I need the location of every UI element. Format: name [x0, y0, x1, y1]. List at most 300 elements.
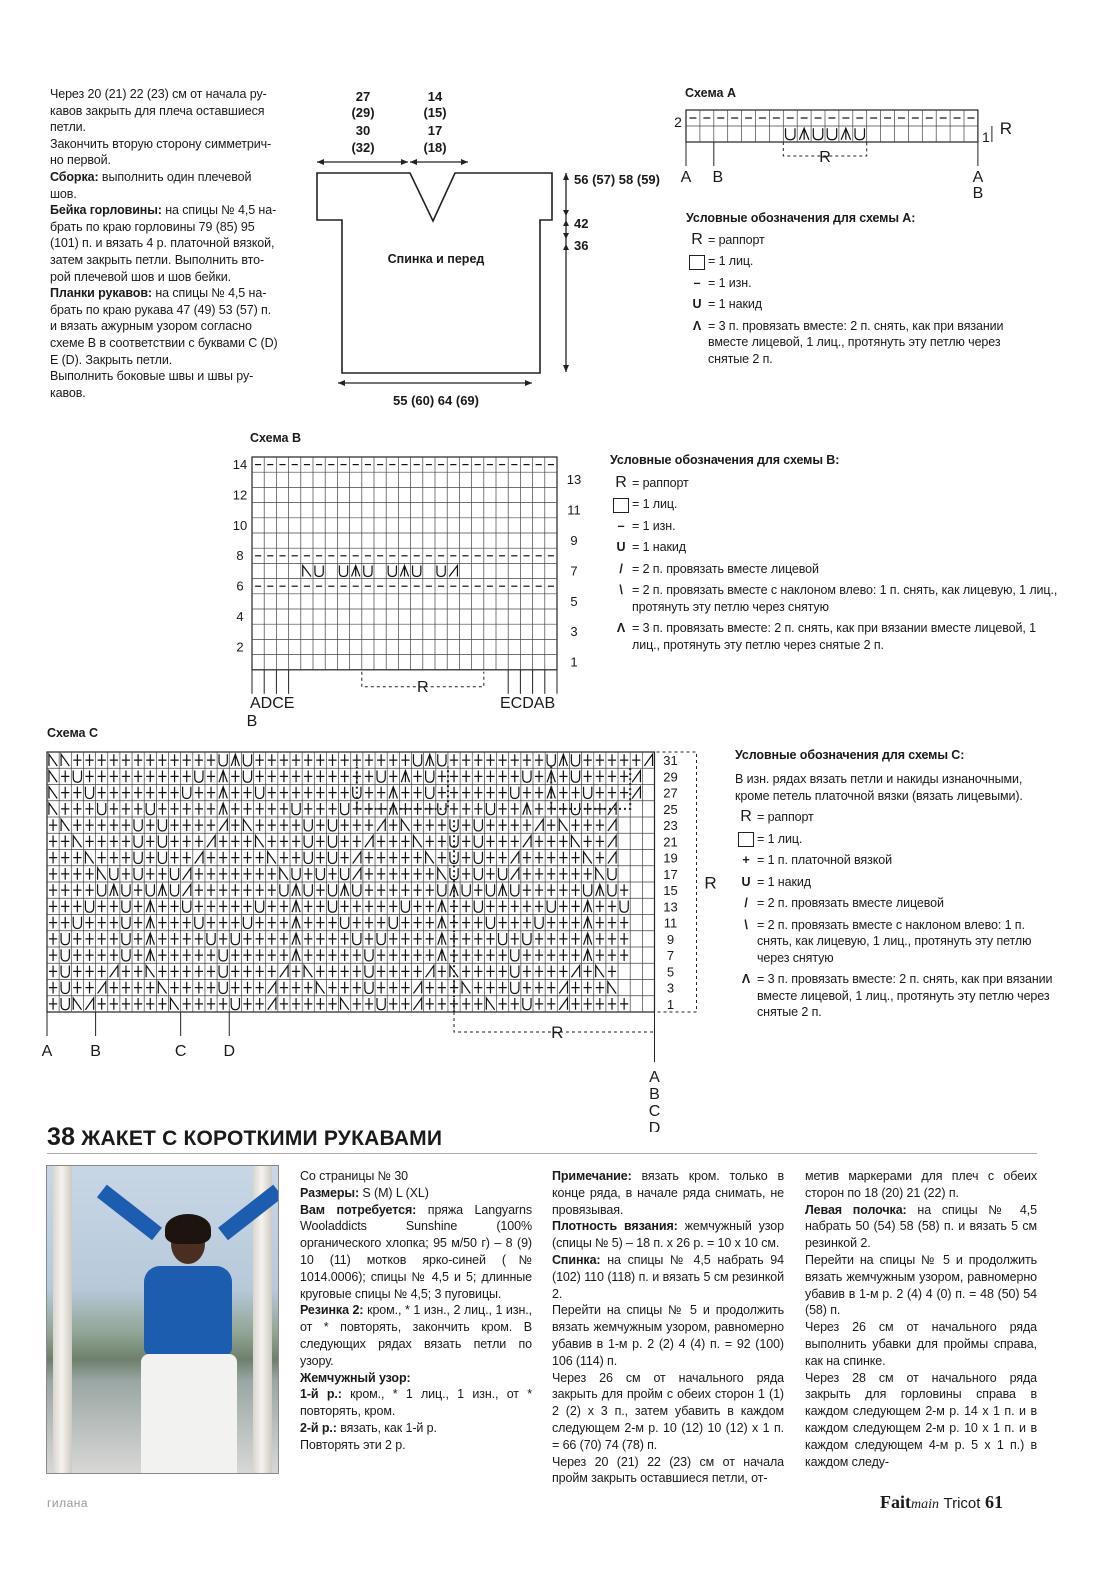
yarn-over-mark [523, 933, 531, 945]
yarn-over-mark [328, 884, 336, 896]
garter-mark [401, 982, 409, 994]
row-label: 2 [236, 639, 244, 655]
garter-mark [98, 933, 106, 945]
yarn-over-mark [608, 868, 616, 880]
garter-mark [158, 998, 166, 1010]
yarn-over-mark [547, 901, 555, 913]
text-line [50, 368, 282, 385]
k2tog-mark [280, 966, 288, 978]
paragraph-text: Через 26 см от начального ряда выполнить убавки для проймы справа, как на спинке. [805, 1320, 1037, 1368]
dim-height: 56 (57) 58 (59) [574, 172, 660, 187]
garter-mark [535, 852, 543, 864]
garter-mark [401, 787, 409, 799]
yarn-over-mark [413, 566, 421, 577]
garter-mark [328, 803, 336, 815]
garter-mark [195, 966, 203, 978]
garter-mark [49, 901, 57, 913]
dim-top-right-0: 14 [427, 89, 443, 104]
garter-mark [438, 982, 446, 994]
legend-row [610, 496, 1060, 513]
yarn-over-mark [426, 771, 434, 783]
garter-mark [292, 852, 300, 864]
garter-mark [608, 949, 616, 961]
garter-mark [73, 754, 81, 766]
paragraph-text: но первой. [50, 153, 111, 168]
model-photo [46, 1165, 279, 1474]
run-heading: Бейка горловины: [50, 203, 162, 218]
sk2p-mark [596, 884, 604, 896]
garter-mark [389, 933, 397, 945]
garter-mark [207, 819, 215, 831]
paragraph-text: шов. [50, 186, 77, 201]
ssk-mark [49, 803, 57, 815]
garter-mark [401, 949, 409, 961]
garter-mark [122, 819, 130, 831]
garter-mark [365, 787, 373, 799]
sk2p-mark [292, 884, 300, 896]
garter-mark [304, 933, 312, 945]
garter-mark [511, 836, 519, 848]
yarn-over-mark [61, 949, 69, 961]
garter-mark [584, 966, 592, 978]
letter-label: C [648, 1103, 661, 1120]
paragraph-text: Через 20 (21) 22 (23) см от начала ру- [50, 87, 267, 101]
garter-mark [98, 966, 106, 978]
garter-mark [462, 901, 470, 913]
garter-mark [523, 966, 531, 978]
paragraph [300, 1168, 532, 1185]
garter-mark [255, 884, 263, 896]
yarn-over-mark [341, 917, 349, 929]
garter-mark [486, 868, 494, 880]
yarn-over-mark [547, 754, 555, 766]
garter-mark [413, 966, 421, 978]
paragraph [300, 1437, 532, 1454]
garter-mark [49, 998, 57, 1010]
sk2p-mark [799, 128, 808, 140]
garter-mark [170, 771, 178, 783]
garter-mark [462, 998, 470, 1010]
paragraph-text: Через 26 см от начального ряда закрыть для пройм с обеих сторон 1 (1) 2 (2) х 3 п., затем убавить в каждом следующем 2-м р. 10 (12) 10 (12) х 1 п. = 66 (70) 74 (78) п. [552, 1370, 784, 1452]
k2tog-mark [571, 966, 579, 978]
garter-mark [608, 966, 616, 978]
yarn-over-mark [339, 566, 347, 577]
garter-mark [535, 966, 543, 978]
k2tog-mark [559, 982, 567, 994]
k2tog-mark [413, 998, 421, 1010]
garter-mark [61, 901, 69, 913]
legend-text: = 1 накид [757, 874, 811, 889]
yarn-over-mark [195, 771, 203, 783]
paragraph-text: Повторять эти 2 р. [300, 1437, 406, 1452]
garter-mark [73, 884, 81, 896]
legend-row [686, 253, 1026, 270]
yarn-over-mark [134, 836, 142, 848]
garter-mark [134, 884, 142, 896]
garter-mark [268, 787, 276, 799]
row-label: 27 [663, 785, 678, 801]
garter-mark [219, 852, 227, 864]
run-heading: Планки рукавов: [50, 286, 152, 301]
garter-mark [207, 982, 215, 994]
schema-a-legend [686, 210, 1026, 372]
garter-mark [61, 917, 69, 929]
ssk-mark [596, 966, 604, 978]
garter-mark [110, 787, 118, 799]
row-label: 2 [674, 114, 682, 130]
yarn-over-mark [219, 966, 227, 978]
paragraph [805, 1252, 1037, 1319]
yarn-over-mark [146, 803, 154, 815]
garter-mark [365, 933, 373, 945]
schema-c-title: Схема С [47, 726, 98, 740]
garter-mark [219, 998, 227, 1010]
garter-mark [584, 998, 592, 1010]
schema-a-chart [668, 102, 1028, 210]
yarn-over-mark [486, 917, 494, 929]
garter-mark [426, 949, 434, 961]
yarn-over-mark [377, 998, 385, 1010]
yarn-over-mark [413, 754, 421, 766]
garter-mark [316, 803, 324, 815]
yarn-over-mark [353, 933, 361, 945]
garter-mark [183, 754, 191, 766]
garter-mark [243, 901, 251, 913]
garter-mark [280, 819, 288, 831]
garter-mark [547, 917, 555, 929]
text-line [50, 269, 282, 286]
yarn-over-mark [608, 884, 616, 896]
legend-row [686, 232, 1026, 249]
yarn-over-mark [243, 771, 251, 783]
garter-mark [170, 754, 178, 766]
garter-mark [535, 787, 543, 799]
sk2p-mark [341, 884, 349, 896]
garter-mark [255, 771, 263, 783]
row-label: 5 [666, 964, 675, 980]
ssk-mark [146, 966, 154, 978]
paragraph-text: выполнить один плечевой [98, 169, 252, 184]
yarn-over-mark [364, 566, 372, 577]
legend-symbol-icon: Λ [616, 621, 626, 636]
yarn-over-mark [450, 868, 458, 880]
garter-mark [413, 852, 421, 864]
garter-mark [365, 884, 373, 896]
ssk-mark [73, 998, 81, 1010]
yarn-over-mark [584, 884, 592, 896]
sk2p-mark [498, 884, 506, 896]
garter-mark [328, 933, 336, 945]
row-label: 7 [570, 563, 578, 579]
garter-mark [280, 933, 288, 945]
garter-mark [413, 901, 421, 913]
paragraph-text: на спицы № 4,5 набрать 50 (54) 58 (58) п. и вязать 5 см резинкой 2. [805, 1202, 1037, 1251]
garter-mark [584, 754, 592, 766]
schema-c-chart [35, 742, 725, 1132]
garter-mark [280, 949, 288, 961]
row-label: 9 [666, 931, 675, 947]
garter-mark [450, 933, 458, 945]
yarn-over-mark [315, 566, 323, 577]
article-col-3 [805, 1168, 1037, 1470]
garter-mark [255, 868, 263, 880]
yarn-over-mark [438, 884, 446, 896]
sk2p-mark [523, 803, 531, 815]
garter-mark [195, 933, 203, 945]
legend-text: = 1 накид [632, 540, 686, 555]
yarn-over-mark [219, 754, 227, 766]
garter-mark [219, 836, 227, 848]
yarn-over-mark [134, 868, 142, 880]
sk2p-mark [400, 566, 408, 577]
paragraph-text: на спицы № 4,5 на- [151, 286, 267, 301]
garter-mark [341, 901, 349, 913]
yarn-over-mark [134, 852, 142, 864]
garter-mark [158, 901, 166, 913]
legend-text: = 1 изн. [708, 275, 752, 290]
garter-mark [98, 836, 106, 848]
garter-mark [413, 917, 421, 929]
garter-mark [292, 982, 300, 994]
ssk-mark [462, 982, 470, 994]
k2tog-mark [353, 852, 361, 864]
legend-row [735, 852, 1055, 869]
garter-mark [110, 933, 118, 945]
garter-mark [486, 819, 494, 831]
yarn-over-mark [855, 128, 864, 140]
garter-mark [547, 868, 555, 880]
garter-mark [61, 787, 69, 799]
garter-mark [608, 933, 616, 945]
garter-mark [255, 852, 263, 864]
run-heading: Жемчужный узор: [300, 1370, 411, 1385]
garter-mark [438, 819, 446, 831]
garter-mark [207, 754, 215, 766]
legend-symbol-icon: – [617, 518, 625, 533]
garter-mark [377, 852, 385, 864]
garter-mark [98, 917, 106, 929]
k2tog-mark [413, 982, 421, 994]
garter-mark [243, 852, 251, 864]
garter-mark [98, 787, 106, 799]
garter-mark [231, 852, 239, 864]
garter-mark [292, 998, 300, 1010]
sk2p-mark [219, 771, 227, 783]
sk2p-mark [389, 787, 397, 799]
garter-mark [304, 982, 312, 994]
ssk-mark [608, 982, 616, 994]
paragraph-text: вязать кром. только в конце ряда, в начале ряда снимать, не провязывая. [552, 1169, 784, 1217]
schema-a-legend-title: Условные обозначения для схемы А: [686, 211, 916, 225]
garter-mark [304, 917, 312, 929]
garter-mark [134, 754, 142, 766]
garter-mark [426, 819, 434, 831]
garter-mark [328, 949, 336, 961]
garter-mark [183, 803, 191, 815]
garter-mark [183, 771, 191, 783]
garter-mark [498, 982, 506, 994]
garter-mark [523, 787, 531, 799]
paragraph [552, 1454, 784, 1488]
legend-text: = раппорт [708, 232, 765, 247]
repeat-label-icon: R [417, 678, 429, 696]
garter-mark [134, 949, 142, 961]
garter-mark [268, 771, 276, 783]
garter-mark [559, 901, 567, 913]
yarn-over-mark [486, 803, 494, 815]
garter-mark [268, 949, 276, 961]
k2tog-mark [353, 868, 361, 880]
text-line [50, 186, 282, 203]
schema-b-title: Схема В [250, 431, 301, 445]
legend-symbol-icon [686, 253, 708, 270]
row-label: 11 [567, 502, 581, 518]
garter-mark [98, 901, 106, 913]
garter-mark [608, 901, 616, 913]
ssk-mark [303, 566, 311, 577]
garter-mark [426, 884, 434, 896]
yarn-over-mark [786, 128, 795, 140]
yarn-over-mark [437, 566, 445, 577]
legend-row [735, 895, 1055, 912]
garter-mark [377, 868, 385, 880]
garter-mark [49, 982, 57, 994]
garter-mark [462, 868, 470, 880]
dim-top-right-3: (18) [423, 140, 447, 155]
legend-row [610, 539, 1060, 556]
yarn-over-mark [328, 819, 336, 831]
garter-mark [353, 982, 361, 994]
garter-mark [110, 852, 118, 864]
paragraph [552, 1370, 784, 1454]
paragraph-text: пряжа Langyarns Wooladdicts Sunshine (100% органического хлопка; 95 м/50 г) – 8 (9) 10 (11) мотков ярко-синей (№ 1014.0006); спицы № 4,5 и 5; длинные круговые спицы № 4,5; 3 пуговицы. [300, 1202, 532, 1301]
yarn-over-mark [243, 754, 251, 766]
knit-box-icon [738, 832, 754, 847]
run-heading: Вам потребуется: [300, 1202, 417, 1217]
page-number: 61 [984, 1492, 1003, 1512]
garter-mark [401, 966, 409, 978]
garter-mark [158, 868, 166, 880]
garter-mark [523, 949, 531, 961]
legend-row [735, 971, 1055, 1021]
paragraph [300, 1202, 532, 1303]
paragraph-text: кром., * 1 изн., 2 лиц., 1 изн., от * повторять, закончить кром. В следующих рядах вязать петли по узору. [300, 1303, 532, 1368]
yarn-over-mark [328, 836, 336, 848]
garter-mark [85, 933, 93, 945]
garter-mark [462, 754, 470, 766]
garter-mark [255, 966, 263, 978]
k2tog-mark [632, 787, 640, 799]
garter-mark [98, 771, 106, 783]
letter-label: ECDAB [500, 694, 556, 712]
yarn-over-mark [98, 884, 106, 896]
garter-mark [559, 771, 567, 783]
garter-mark [498, 901, 506, 913]
yarn-over-mark [255, 901, 263, 913]
article-heading [47, 1123, 442, 1152]
intro-text-block [50, 86, 282, 401]
garter-mark [268, 819, 276, 831]
yarn-over-mark [462, 884, 470, 896]
garter-mark [110, 754, 118, 766]
ssk-mark [49, 754, 57, 766]
sk2p-mark [438, 933, 446, 945]
garter-mark [316, 787, 324, 799]
knit-box-icon [689, 255, 705, 270]
yarn-over-mark [511, 982, 519, 994]
legend-symbol-icon: R [691, 230, 703, 248]
garter-mark [474, 966, 482, 978]
garter-mark [268, 966, 276, 978]
garter-mark [462, 819, 470, 831]
yarn-over-mark [134, 819, 142, 831]
yarn-over-mark [183, 901, 191, 913]
garter-mark [231, 949, 239, 961]
garter-mark [596, 787, 604, 799]
paragraph [552, 1168, 784, 1218]
garter-mark [122, 852, 130, 864]
garter-mark [389, 852, 397, 864]
garter-mark [498, 836, 506, 848]
k2tog-mark [632, 771, 640, 783]
paragraph-text: Перейти на спицы № 5 и продолжить вязать жемчужным узором, равномерно убавив в 1-м р. 2 (4) 4 (0) п. = 48 (50) 54 (58) п. [805, 1252, 1037, 1318]
k2tog-mark [523, 836, 531, 848]
garter-mark [426, 868, 434, 880]
garter-mark [474, 933, 482, 945]
knit-box-icon [613, 498, 629, 513]
text-line [50, 235, 282, 252]
text-line [50, 202, 282, 219]
garter-mark [183, 998, 191, 1010]
paragraph-text: Е (D). Закрыть петли. [50, 352, 173, 367]
garter-mark [389, 819, 397, 831]
k2tog-mark [268, 998, 276, 1010]
garter-mark [195, 836, 203, 848]
garter-mark [608, 787, 616, 799]
yarn-over-mark [292, 803, 300, 815]
garter-mark [498, 787, 506, 799]
sk2p-mark [438, 949, 446, 961]
garter-mark [523, 982, 531, 994]
garter-mark [523, 884, 531, 896]
garter-mark [559, 787, 567, 799]
garter-mark [438, 787, 446, 799]
garter-mark [255, 933, 263, 945]
garter-mark [146, 836, 154, 848]
garter-mark [243, 998, 251, 1010]
garter-mark [231, 819, 239, 831]
letter-label: B [90, 1043, 101, 1060]
photo-column-left [53, 1166, 72, 1473]
schema-c-legend [735, 747, 1055, 1026]
ssk-mark [170, 998, 178, 1010]
paragraph [805, 1202, 1037, 1252]
yarn-over-mark [195, 917, 203, 929]
ssk-mark [341, 998, 349, 1010]
paragraph-text: затем закрыть петли. Выполнить вто- [50, 252, 265, 267]
garter-mark [219, 917, 227, 929]
garter-mark [498, 852, 506, 864]
garter-mark [474, 771, 482, 783]
garter-mark [158, 787, 166, 799]
garter-mark [486, 933, 494, 945]
garter-mark [207, 917, 215, 929]
sk2p-mark [219, 787, 227, 799]
row-label: 13 [663, 899, 678, 915]
garter-mark [73, 819, 81, 831]
letter-label: B [712, 169, 724, 186]
k2tog-mark [183, 868, 191, 880]
